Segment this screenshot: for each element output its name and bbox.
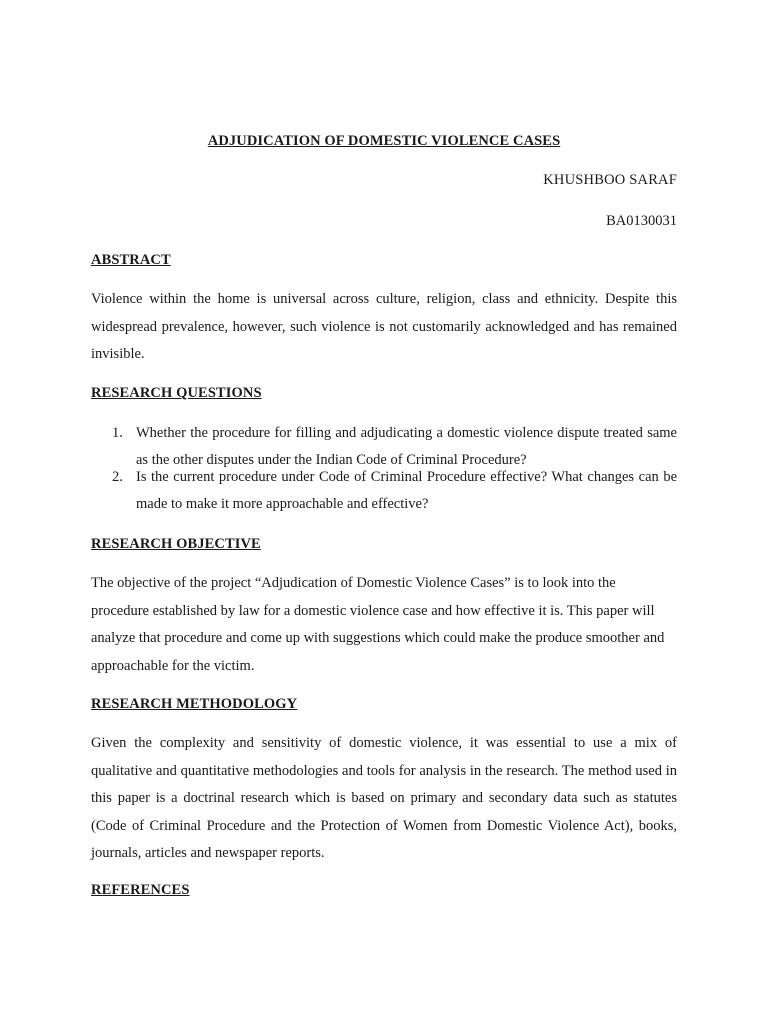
list-item-number: 2. [112,469,123,485]
list-item [91,464,677,518]
research-methodology-paragraph: Given the complexity and sensitivity of domestic violence, it was essential to use a mix of qualitative and quantitative methodologies and tools for analysis in the research. The method used in this paper is a doctrinal research which is based on primary and secondary data such as statutes (Code of Criminal Procedure and the Protection of Women from Domestic Violence Act), books, journals, articles and newspaper reports. [91,735,677,861]
roll-number: BA0130031 [606,213,677,229]
author-name: KHUSHBOO SARAF [543,172,677,188]
document-title: ADJUDICATION OF DOMESTIC VIOLENCE CASES [207,133,561,149]
research-objective-paragraph: The objective of the project “Adjudication of Domestic Violence Cases” is to look into the procedure established by law for a domestic violence case and how effective it is. This paper will analyze that procedure and come up with suggestions which could make the produce smoother and approachable for the victim. [91,575,665,674]
list-item-text: Whether the procedure for filling and adjudicating a domestic violence dispute treated same as the other disputes under the Indian Code of Criminal Procedure? [136,425,677,468]
abstract-heading: ABSTRACT [91,252,171,268]
research-questions-list [91,420,677,512]
references-heading: REFERENCES [91,882,190,898]
research-questions-heading: RESEARCH QUESTIONS [91,385,262,401]
research-objective-heading: RESEARCH OBJECTIVE [91,536,261,552]
list-item-number: 1. [112,425,123,441]
list-item-text: Is the current procedure under Code of Criminal Procedure effective? What changes can be made to make it more approachable and effective? [136,469,677,512]
abstract-paragraph: Violence within the home is universal across culture, religion, class and ethnicity. Despite this widespread prevalence, however, such violence is not customarily acknowledged and has remained invisible. [91,291,677,362]
research-methodology-heading: RESEARCH METHODOLOGY [91,696,298,712]
